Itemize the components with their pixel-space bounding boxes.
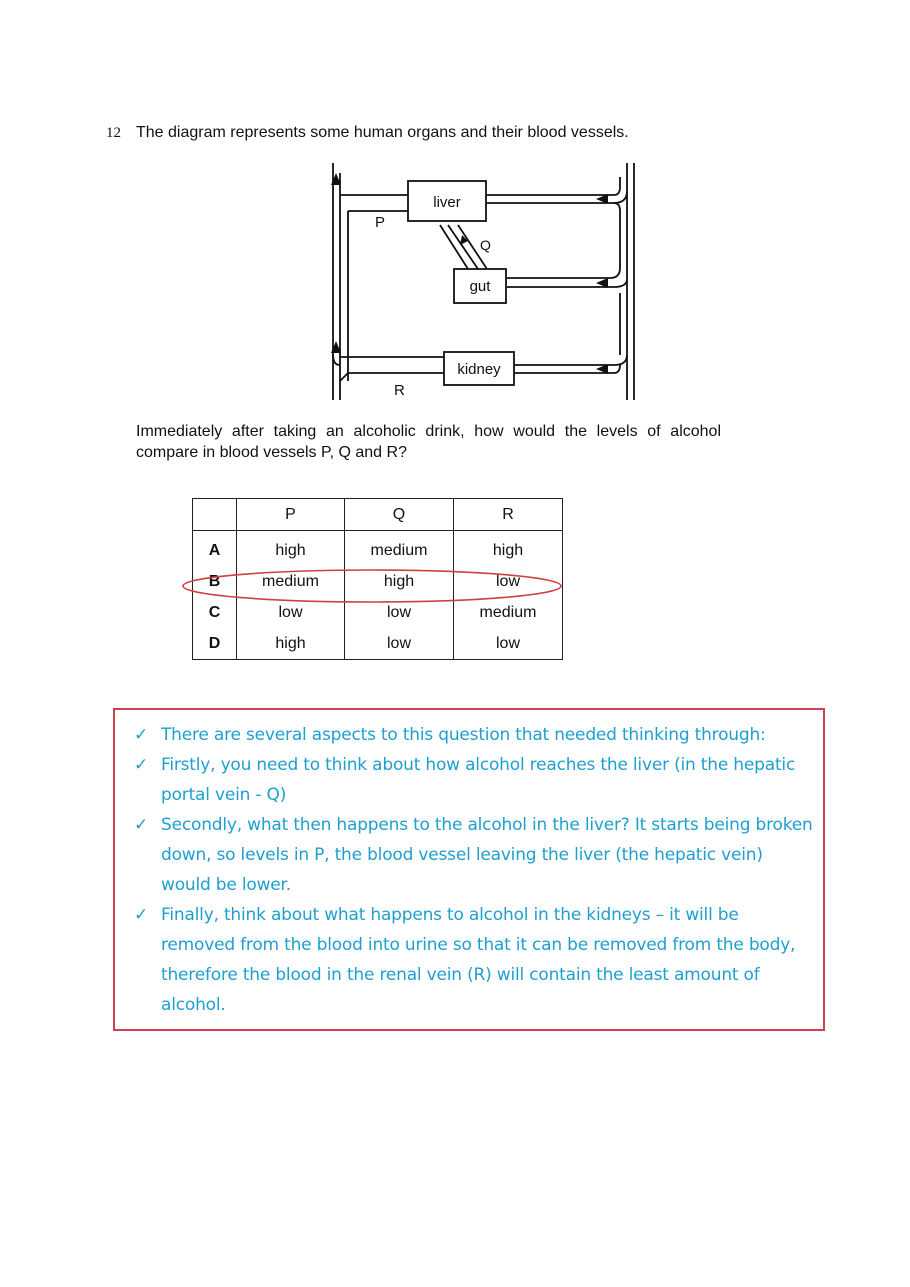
table-header-row <box>193 499 563 531</box>
table-cell: high <box>237 531 345 567</box>
explanation-box <box>113 708 825 1031</box>
table-cell: medium <box>479 603 537 621</box>
table-cell: low <box>345 628 454 660</box>
table-header-cell <box>193 499 237 531</box>
explanation-point <box>115 900 823 1020</box>
check-icon: ✓ <box>134 905 149 925</box>
explanation-point <box>115 810 823 900</box>
explanation-point <box>115 720 823 750</box>
option-letter: A <box>193 531 237 567</box>
check-icon: ✓ <box>134 815 149 835</box>
gut-label: gut <box>469 278 491 295</box>
option-letter: B <box>193 566 237 597</box>
table-cell: high <box>492 541 524 559</box>
table-cell: high <box>345 566 454 597</box>
check-icon: ✓ <box>134 755 149 775</box>
explanation-text: Firstly, you need to think about how alcohol reaches the liver (in the hepatic portal vein - Q) <box>161 755 796 805</box>
explanation-point <box>115 750 823 810</box>
kidney-label: kidney <box>457 361 501 378</box>
question-number: 12 <box>106 125 121 141</box>
table-cell: medium <box>237 566 345 597</box>
explanation-text: Secondly, what then happens to the alcohol in the liver? It starts being broken down, so levels in P, the blood vessel leaving the liver (the hepatic vein) would be lower. <box>161 815 813 895</box>
explanation-text: There are several aspects to this question that needed thinking through: <box>161 725 766 745</box>
table-row[interactable] <box>193 628 563 660</box>
organ-diagram <box>320 155 650 405</box>
table-cell: medium <box>345 531 454 567</box>
question-prompt: Immediately after taking an alcoholic drink, how would the levels of alcohol compare in blood vessels P, Q and R? <box>136 423 721 461</box>
table-cell: low <box>495 572 520 590</box>
explanation-text: Finally, think about what happens to alcohol in the kidneys – it will be removed from the blood into urine so that it can be removed from the body, therefore the blood in the renal vein (R) will contain the least amount of alcohol. <box>161 905 796 1015</box>
table-cell: high <box>237 628 345 660</box>
explanation-list <box>115 710 823 1020</box>
check-icon: ✓ <box>134 725 149 745</box>
option-letter: D <box>193 628 237 660</box>
vessel-p-label: P <box>375 214 386 231</box>
table-header-cell: Q <box>345 499 454 531</box>
table-cell: low <box>345 597 454 628</box>
table-cell: low <box>495 634 520 652</box>
vessel-q-label: Q <box>480 237 491 253</box>
answer-highlight-ellipse <box>180 566 565 606</box>
table-header-cell: P <box>237 499 345 531</box>
vessel-r-label: R <box>394 382 405 399</box>
question-text: The diagram represents some human organs and their blood vessels. <box>136 124 629 141</box>
liver-label: liver <box>433 194 461 211</box>
table-cell: low <box>237 597 345 628</box>
table-header-cell: R <box>454 499 563 531</box>
table-row[interactable] <box>193 531 563 567</box>
option-letter: C <box>193 597 237 628</box>
